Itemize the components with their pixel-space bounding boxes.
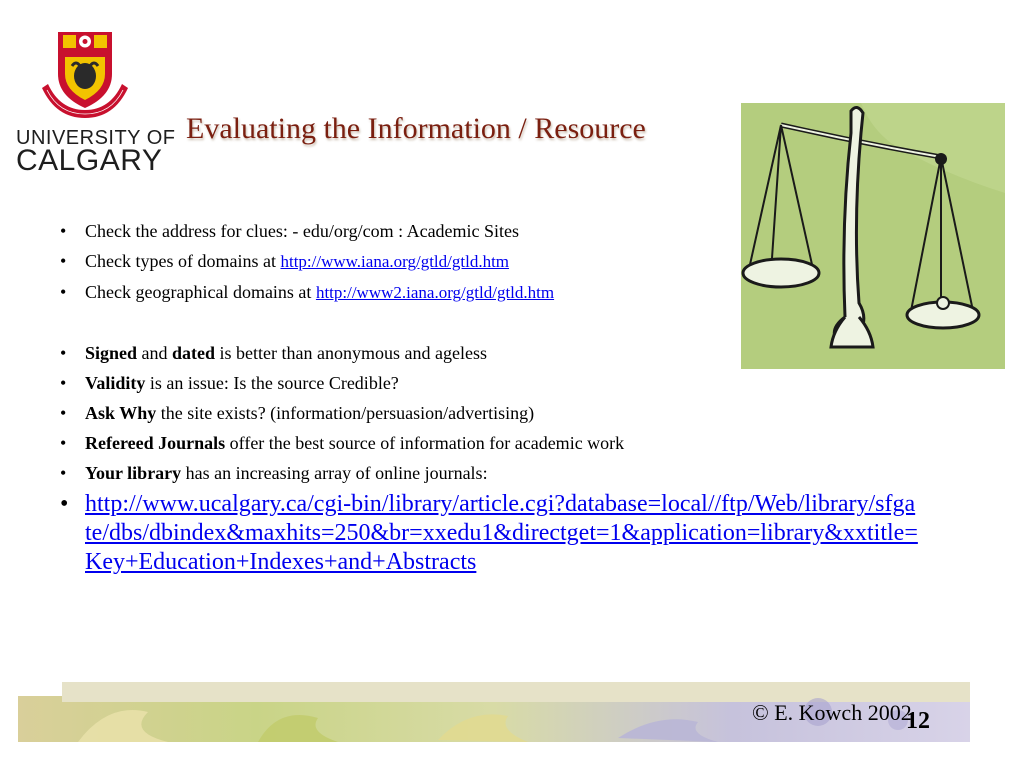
slide-title: Evaluating the Information / Resource xyxy=(186,112,646,145)
bullet-bold: Validity xyxy=(85,373,146,393)
bullet-bold: Refereed Journals xyxy=(85,433,226,453)
bullet-text: is an issue: Is the source Credible? xyxy=(145,373,399,393)
slide-number: 12 xyxy=(906,708,930,734)
bullet-signed-dated xyxy=(58,338,918,368)
bullet-address-clues xyxy=(58,216,918,246)
ucalgary-library-link[interactable]: http://www.ucalgary.ca/cgi-bin/library/article.cgi?database=local//ftp/Web/library/sfgate/dbs/dbindex&maxhits=250&br=xxedu1&directget=1&application=library&xxtitle=Key+Education+Indexes+and+Abstracts xyxy=(85,491,918,575)
bullet-refereed-journals xyxy=(58,428,918,458)
university-logo xyxy=(14,30,176,180)
bullet-bold: Signed xyxy=(85,343,138,363)
bullet-text: is better than anonymous and ageless xyxy=(215,343,487,363)
bullet-validity xyxy=(58,368,918,398)
bullet-geo-domains xyxy=(58,277,918,308)
footer-copyright: © E. Kowch 2002 xyxy=(752,700,912,725)
university-shield-icon xyxy=(36,30,134,122)
iana-gtld-link[interactable]: http://www.iana.org/gtld/gtld.htm xyxy=(280,252,510,271)
bullet-text: Check types of domains at xyxy=(85,251,281,271)
bullet-domain-types xyxy=(58,246,918,277)
university-name-line1: UNIVERSITY OF xyxy=(16,127,176,149)
bullet-bold: Your library xyxy=(85,463,182,483)
bullet-text: and xyxy=(137,343,173,363)
bullet-text: has an increasing array of online journals: xyxy=(181,463,488,483)
bullet-bold: dated xyxy=(172,343,216,363)
bullet-bold: Ask Why xyxy=(85,403,157,423)
bullet-list xyxy=(58,216,918,577)
bullet-text: the site exists? (information/persuasion/advertising) xyxy=(156,403,535,423)
bullet-text: offer the best source of information for academic work xyxy=(225,433,625,453)
bullet-your-library xyxy=(58,458,918,488)
bullet-ask-why xyxy=(58,398,918,428)
bullet-library-url xyxy=(58,490,918,577)
bullet-text: Check the address for clues: - edu/org/com : Academic Sites xyxy=(85,221,520,241)
bullet-text: Check geographical domains at xyxy=(85,282,316,302)
iana2-gtld-link[interactable]: http://www2.iana.org/gtld/gtld.htm xyxy=(315,283,555,302)
university-name-line2: CALGARY xyxy=(16,144,163,177)
